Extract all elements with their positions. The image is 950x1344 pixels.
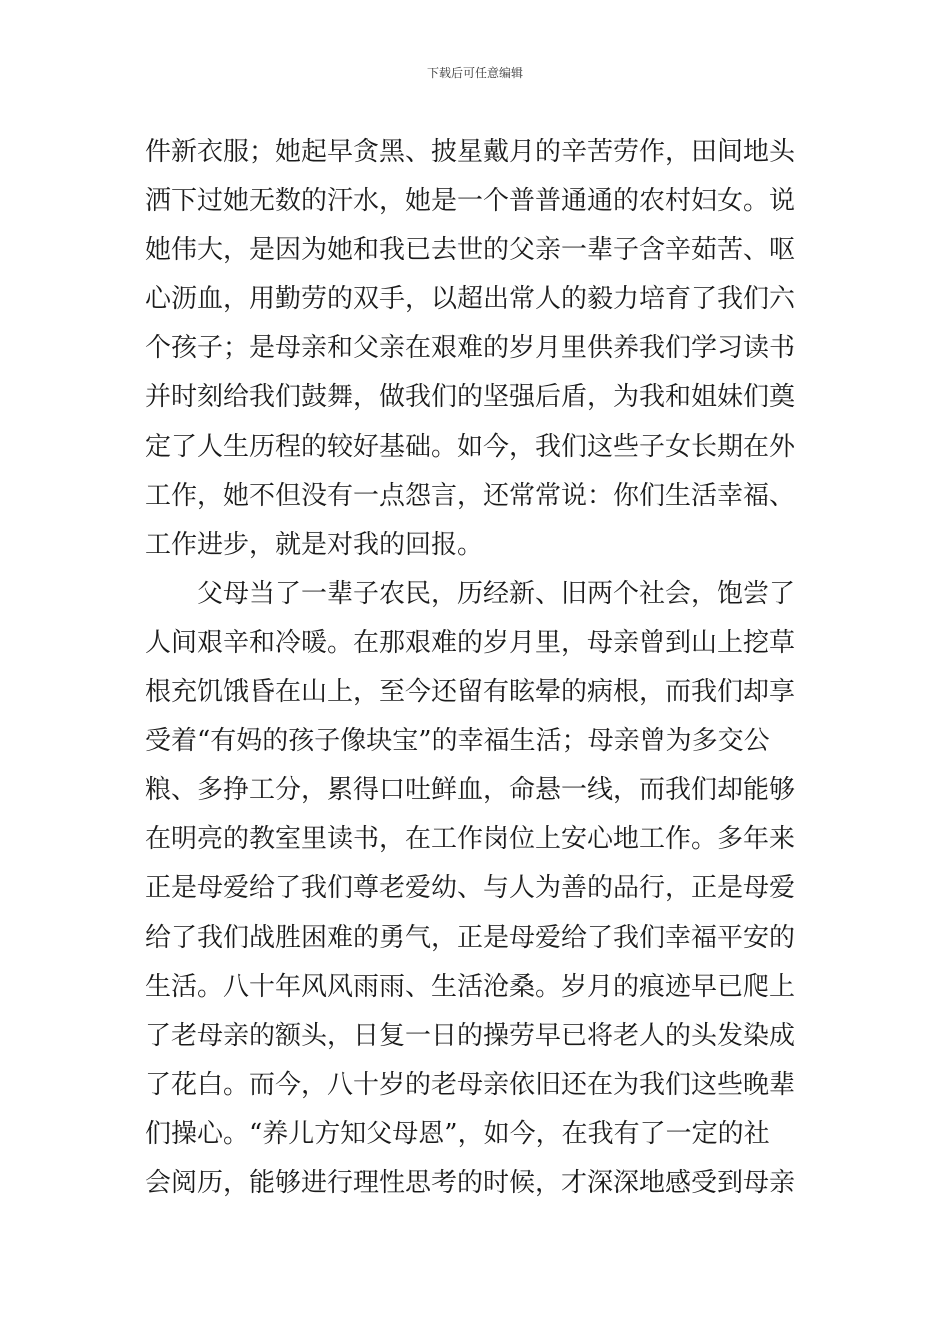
text-line: 在明亮的教室里读书，在工作岗位上安心地工作。多年来 <box>145 824 796 855</box>
text-line: 工作，她不但没有一点怨言，还常常说：你们生活幸福、 <box>145 480 796 511</box>
text-line: 件新衣服；她起早贪黑、披星戴月的辛苦劳作，田间地头 <box>145 137 796 167</box>
text-line: 洒下过她无数的汗水，她是一个普普通通的农村妇女。说 <box>145 186 796 217</box>
text-line: 根充饥饿昏在山上，至今还留有眩晕的病根，而我们却享 <box>145 677 796 708</box>
text-line: 们操心。“养儿方知父母恩”，如今，在我有了一定的社 <box>145 1118 770 1149</box>
document-body <box>145 128 810 1208</box>
text-line: 受着“有妈的孩子像块宝”的幸福生活；母亲曾为多交公 <box>145 726 770 757</box>
text-line: 人间艰辛和冷暖。在那艰难的岁月里，母亲曾到山上挖草 <box>145 627 796 658</box>
text-line: 会阅历，能够进行理性思考的时候，才深深地感受到母亲 <box>145 1167 796 1198</box>
text-line: 并时刻给我们鼓舞，做我们的坚强后盾，为我和姐妹们奠 <box>145 382 796 413</box>
text-line: 定了人生历程的较好基础。如今，我们这些子女长期在外 <box>145 431 796 462</box>
text-line: 她伟大，是因为她和我已去世的父亲一辈子含辛茹苦、呕 <box>145 235 796 266</box>
text-line: 了老母亲的额头，日复一日的操劳早已将老人的头发染成 <box>145 1020 796 1051</box>
text-line: 给了我们战胜困难的勇气，正是母爱给了我们幸福平安的 <box>145 922 796 953</box>
text-line: 工作进步，就是对我的回报。 <box>145 529 484 560</box>
text-line: 心沥血，用勤劳的双手，以超出常人的毅力培育了我们六 <box>145 284 796 315</box>
text-line: 父母当了一辈子农民，历经新、旧两个社会，饱尝了 <box>145 578 796 609</box>
text-line: 粮、多挣工分，累得口吐鲜血，命悬一线，而我们却能够 <box>145 775 796 806</box>
text-line: 了花白。而今，八十岁的老母亲依旧还在为我们这些晚辈 <box>145 1069 796 1100</box>
text-line: 正是母爱给了我们尊老爱幼、与人为善的品行，正是母爱 <box>145 873 796 904</box>
text-line: 生活。八十年风风雨雨、生活沧桑。岁月的痕迹早已爬上 <box>145 971 796 1002</box>
text-line: 个孩子；是母亲和父亲在艰难的岁月里供养我们学习读书 <box>145 333 796 364</box>
page-header-note: 下载后可任意编辑 <box>426 66 523 80</box>
